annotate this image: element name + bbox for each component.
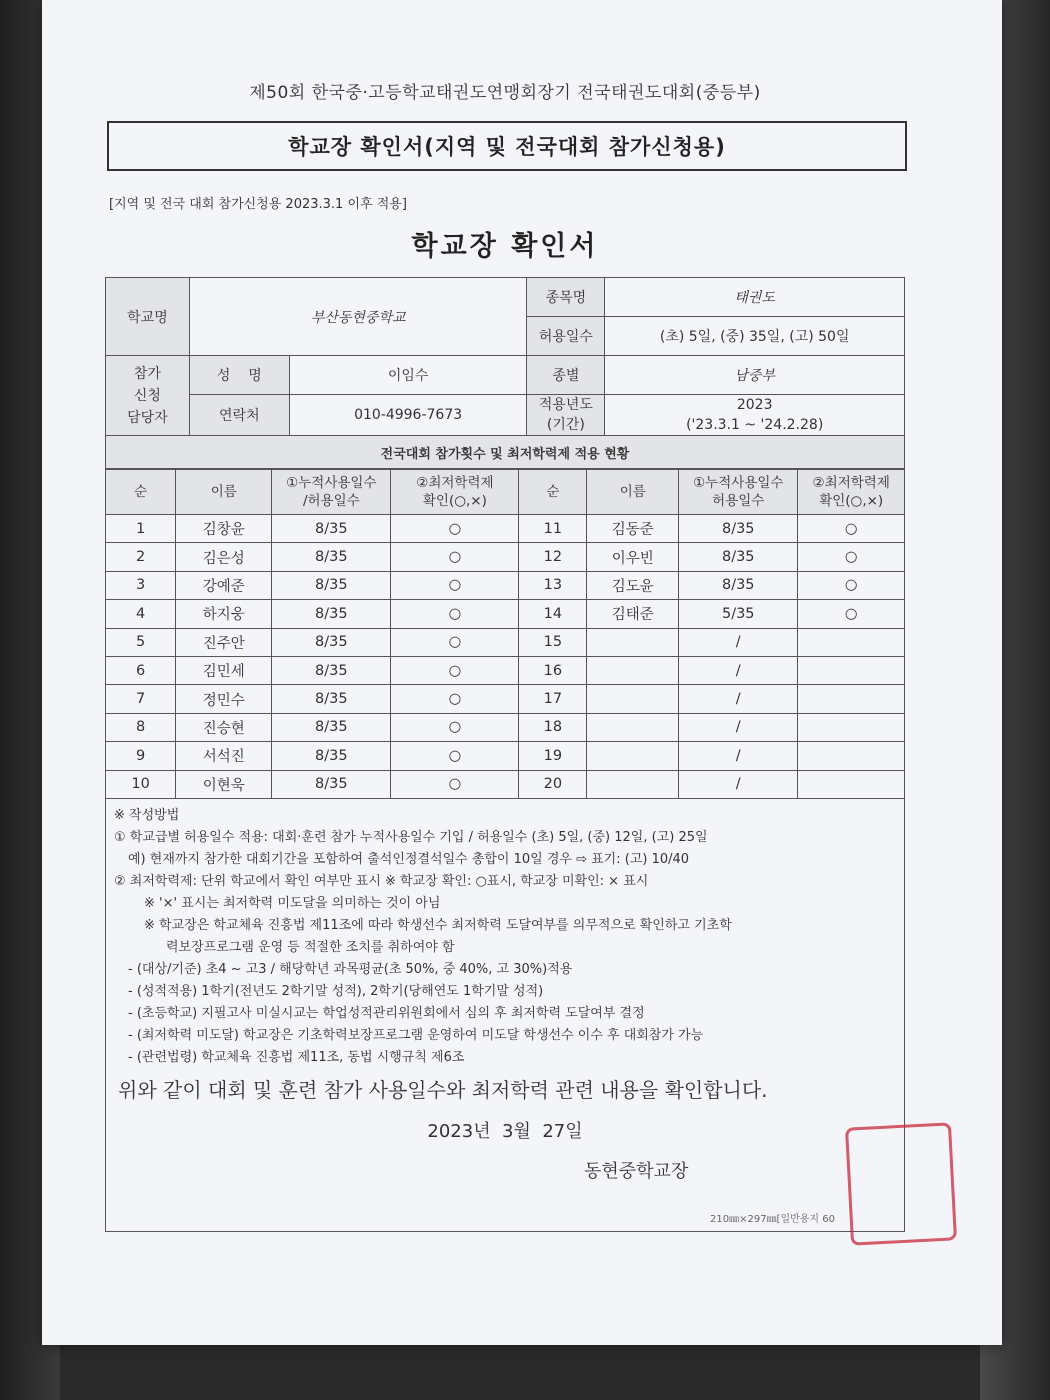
col-name: 이름 [176, 470, 272, 515]
instruction-line: - (대상/기준) 초4 ~ 고3 / 해당학년 과목평균(초 50%, 중 40%, 고 30%)적용 [128, 961, 573, 977]
right-days-cell: / [679, 628, 798, 656]
right-check-cell [798, 685, 905, 713]
left-name-cell: 진주안 [176, 628, 272, 656]
year-value-line: ('23.3.1 ~ '24.2.28) [686, 417, 824, 433]
right-no-cell: 13 [519, 571, 587, 599]
right-name-cell: 김동준 [587, 515, 679, 543]
left-check-cell: ○ [391, 713, 519, 741]
left-no-cell: 6 [106, 656, 176, 684]
right-check-cell [798, 742, 905, 770]
col-no-right: 순 [519, 470, 587, 515]
left-check-cell: ○ [391, 656, 519, 684]
table-row [106, 656, 905, 684]
table-row [106, 628, 905, 656]
right-check-cell: ○ [798, 600, 905, 628]
left-name-cell: 이현욱 [176, 770, 272, 798]
school-value: 부산동현중학교 [189, 278, 527, 356]
left-check-cell: ○ [391, 571, 519, 599]
year-label-line: (기간) [546, 417, 585, 433]
col-check-line: ②최저학력제 [812, 474, 890, 491]
right-check-cell: ○ [798, 515, 905, 543]
right-days-cell: / [679, 685, 798, 713]
table-row [106, 600, 905, 628]
left-no-cell: 8 [106, 713, 176, 741]
left-name-cell: 김민세 [176, 656, 272, 684]
info-table [105, 277, 905, 436]
right-days-cell: / [679, 770, 798, 798]
left-days-cell: 8/35 [272, 600, 391, 628]
left-no-cell: 3 [106, 571, 176, 599]
right-check-cell [798, 628, 905, 656]
name-value: 이임수 [289, 356, 527, 395]
right-check-cell: ○ [798, 571, 905, 599]
instruction-line: ※ 학교장은 학교체육 진흥법 제11조에 따라 학생선수 최저학력 도달여부를 의무적으로 확인하고 기초학 [144, 917, 732, 933]
instructions [105, 799, 905, 1232]
right-check-cell [798, 770, 905, 798]
right-no-cell: 19 [519, 742, 587, 770]
confirm-text: 위와 같이 대회 및 훈련 참가 사용일수와 최저학력 관련 내용을 확인합니다. [118, 1077, 768, 1102]
col-days-line: 허용일수 [712, 493, 765, 509]
right-days-cell: 8/35 [679, 543, 798, 571]
col-days-line: ①누적사용일수 [286, 474, 377, 491]
left-check-cell: ○ [391, 628, 519, 656]
contact-label-line: 참가 [133, 365, 161, 382]
table-row [106, 543, 905, 571]
event-label: 종목명 [527, 278, 605, 317]
left-check-cell: ○ [391, 770, 519, 798]
right-name-cell [587, 742, 679, 770]
paper-size-note: 210㎜×297㎜[일반용지 60 [710, 1214, 835, 1225]
left-no-cell: 10 [106, 770, 176, 798]
year-value-line: 2023 [736, 397, 773, 413]
left-check-cell: ○ [391, 685, 519, 713]
left-name-cell: 하지웅 [176, 600, 272, 628]
right-check-cell [798, 713, 905, 741]
left-no-cell: 5 [106, 628, 176, 656]
athlete-table-body [106, 515, 905, 799]
right-no-cell: 12 [519, 543, 587, 571]
left-days-cell: 8/35 [272, 515, 391, 543]
instruction-line: - (최저학력 미도달) 학교장은 기초학력보장프로그램 운영하여 미도달 학생선수 이수 후 대회참가 가능 [128, 1027, 704, 1043]
left-no-cell: 2 [106, 543, 176, 571]
official-seal [845, 1122, 957, 1245]
phone-label: 연락처 [189, 395, 289, 436]
right-no-cell: 20 [519, 770, 587, 798]
right-days-cell: / [679, 713, 798, 741]
right-name-cell: 이우빈 [587, 543, 679, 571]
year-label [527, 395, 605, 436]
col-check [391, 470, 519, 515]
status-section-title: 전국대회 참가횟수 및 최저학력제 적용 현황 [106, 436, 905, 469]
table-row [106, 685, 905, 713]
right-check-cell: ○ [798, 543, 905, 571]
right-no-cell: 15 [519, 628, 587, 656]
signing-date: 2023년 3월 27일 [427, 1120, 583, 1142]
instructions-heading: ※ 작성방법 [114, 807, 180, 823]
allowed-days-label: 허용일수 [527, 317, 605, 356]
right-name-cell [587, 713, 679, 741]
table-row [106, 515, 905, 543]
left-name-cell: 강예준 [176, 571, 272, 599]
col-days [272, 470, 391, 515]
status-section-header [105, 436, 905, 469]
year-value [605, 395, 905, 436]
right-name-cell [587, 685, 679, 713]
left-check-cell: ○ [391, 515, 519, 543]
left-name-cell: 진승현 [176, 713, 272, 741]
event-title: 제50회 한국중·고등학교태권도연맹회장기 전국태권도대회(중등부) [249, 83, 761, 103]
right-days-cell: 5/35 [679, 600, 798, 628]
contact-label-line: 신청 [133, 387, 161, 404]
left-days-cell: 8/35 [272, 571, 391, 599]
col-check-line: ②최저학력제 [416, 474, 494, 491]
left-days-cell: 8/35 [272, 742, 391, 770]
right-name-cell: 김도윤 [587, 571, 679, 599]
left-days-cell: 8/35 [272, 685, 391, 713]
contact-person-label [106, 356, 190, 436]
left-name-cell: 김창윤 [176, 515, 272, 543]
right-days-cell: / [679, 656, 798, 684]
right-no-cell: 17 [519, 685, 587, 713]
right-name-cell [587, 656, 679, 684]
left-no-cell: 4 [106, 600, 176, 628]
category-value: 남중부 [605, 356, 905, 395]
left-days-cell: 8/35 [272, 628, 391, 656]
category-label: 종별 [527, 356, 605, 395]
right-days-cell: 8/35 [679, 515, 798, 543]
right-no-cell: 14 [519, 600, 587, 628]
instruction-line: - (성적적용) 1학기(전년도 2학기말 성적), 2학기(당해연도 1학기말 성적) [128, 983, 544, 999]
instruction-line: - (초등학교) 지필고사 미실시교는 학업성적관리위원회에서 심의 후 최저학력 도달여부 결정 [128, 1005, 645, 1021]
right-name-cell: 김태준 [587, 600, 679, 628]
left-name-cell: 정민수 [176, 685, 272, 713]
col-no: 순 [106, 470, 176, 515]
instruction-line: - (관련법령) 학교체육 진흥법 제11조, 동법 시행규칙 제6조 [128, 1049, 465, 1065]
left-check-cell: ○ [391, 600, 519, 628]
col-name-right: 이름 [587, 470, 679, 515]
col-days-line: ①누적사용일수 [693, 474, 784, 491]
athlete-table-header [106, 470, 905, 515]
athlete-table [105, 469, 905, 799]
right-check-cell [798, 656, 905, 684]
main-title: 학교장 확인서 [411, 231, 599, 262]
instruction-line: ① 학교급별 허용일수 적용: 대회·훈련 참가 누적사용일수 기입 / 허용일수 (초) 5일, (중) 12일, (고) 25일 [114, 829, 708, 845]
left-days-cell: 8/35 [272, 543, 391, 571]
document-content [105, 78, 905, 1232]
table-row [106, 713, 905, 741]
left-check-cell: ○ [391, 543, 519, 571]
name-label: 성 명 [189, 356, 289, 395]
table-row [106, 770, 905, 798]
contact-label-line: 담당자 [127, 409, 168, 426]
school-label: 학교명 [106, 278, 190, 356]
left-name-cell: 김은성 [176, 543, 272, 571]
right-name-cell [587, 770, 679, 798]
col-check-line: 확인(○,×) [819, 493, 884, 509]
phone-value: 010-4996-7673 [289, 395, 527, 436]
instruction-line: 력보장프로그램 운영 등 적절한 조치를 취하여야 함 [166, 939, 455, 955]
box-title: 학교장 확인서(지역 및 전국대회 참가신청용) [107, 121, 907, 171]
left-check-cell: ○ [391, 742, 519, 770]
left-no-cell: 9 [106, 742, 176, 770]
principal-name: 동현중학교장 [584, 1160, 689, 1182]
instruction-line: ※ '×' 표시는 최저학력 미도달을 의미하는 것이 아님 [144, 895, 441, 911]
instruction-line: 예) 현재까지 참가한 대회기간을 포함하여 출석인정결석일수 총합이 10일 경우 ⇨ 표기: (고) 10/40 [128, 851, 690, 867]
col-check-right [798, 470, 905, 515]
left-days-cell: 8/35 [272, 713, 391, 741]
left-name-cell: 서석진 [176, 742, 272, 770]
allowed-days-value: (초) 5일, (중) 35일, (고) 50일 [605, 317, 905, 356]
col-days-line: /허용일수 [302, 493, 360, 509]
event-value: 태권도 [605, 278, 905, 317]
right-days-cell: 8/35 [679, 571, 798, 599]
left-no-cell: 1 [106, 515, 176, 543]
col-days-right [679, 470, 798, 515]
left-days-cell: 8/35 [272, 656, 391, 684]
table-row [106, 742, 905, 770]
right-no-cell: 16 [519, 656, 587, 684]
col-check-line: 확인(○,×) [422, 493, 487, 509]
table-row [106, 571, 905, 599]
left-days-cell: 8/35 [272, 770, 391, 798]
right-no-cell: 11 [519, 515, 587, 543]
applicability-note: [지역 및 전국 대회 참가신청용 2023.3.1 이후 적용] [109, 197, 407, 212]
right-name-cell [587, 628, 679, 656]
year-label-line: 적용년도 [538, 397, 593, 413]
instruction-line: ② 최저학력제: 단위 학교에서 확인 여부만 표시 ※ 학교장 확인: ○표시, 학교장 미확인: × 표시 [114, 873, 649, 889]
right-days-cell: / [679, 742, 798, 770]
right-no-cell: 18 [519, 713, 587, 741]
left-no-cell: 7 [106, 685, 176, 713]
